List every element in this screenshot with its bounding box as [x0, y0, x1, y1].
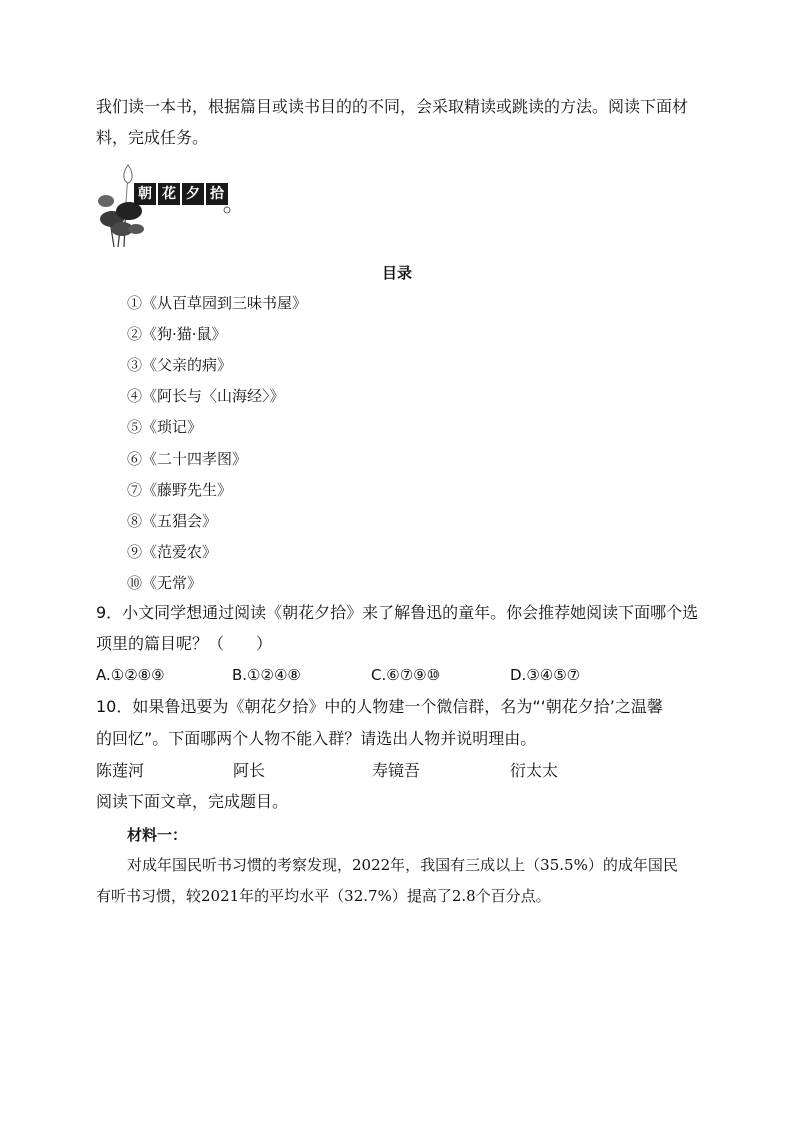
toc-item: ②《狗·猫·鼠》 — [127, 325, 227, 343]
toc-item: ⑥《二十四孝图》 — [127, 450, 248, 468]
character-name: 衍太太 — [510, 761, 559, 780]
character-name: 寿镜吾 — [372, 761, 421, 780]
option-c[interactable]: C.⑥⑦⑨⑩ — [371, 666, 441, 684]
toc-item: ④《阿长与〈山海经〉》 — [127, 387, 285, 405]
question-9-line-2: 项里的篇目呢？（ ） — [96, 634, 273, 653]
logo-title-char: 拾 — [210, 186, 224, 202]
toc-item: ⑦《藤野先生》 — [127, 481, 233, 499]
question-10-line-1: 10．如果鲁迅要为《朝花夕拾》中的人物建一个微信群，名为“‘朝花夕拾’之温馨 — [96, 697, 663, 716]
logo-title-char: 花 — [162, 186, 176, 202]
question-10-line-2: 的回忆”。下面哪两个人物不能入群？请选出人物并说明理由。 — [96, 729, 537, 748]
reading-instruction: 阅读下面文章，完成题目。 — [96, 792, 289, 811]
book-logo-title — [134, 183, 230, 205]
toc-item: ⑩《无常》 — [127, 574, 203, 592]
lotus-illustration-icon — [96, 163, 236, 247]
option-b[interactable]: B.①②④⑧ — [232, 666, 301, 684]
option-a[interactable]: A.①②⑧⑨ — [96, 666, 165, 684]
toc-item: ①《从百草园到三味书屋》 — [127, 294, 308, 312]
toc-item: ⑧《五猖会》 — [127, 512, 218, 530]
option-d[interactable]: D.③④⑤⑦ — [510, 666, 581, 684]
question-9-line-1: 9．小文同学想通过阅读《朝花夕拾》来了解鲁迅的童年。你会推荐她阅读下面哪个选 — [96, 603, 699, 622]
logo-title-char: 夕 — [186, 186, 200, 202]
intro-paragraph-line-2: 料，完成任务。 — [96, 128, 209, 147]
book-logo — [96, 163, 236, 247]
material-one-line-1: 对成年国民听书习惯的考察发现，2022年，我国有三成以上（35.5%）的成年国民 — [127, 856, 678, 874]
character-name: 阿长 — [233, 761, 266, 780]
toc-item: ⑨《范爱农》 — [127, 543, 218, 561]
toc-item: ⑤《琐记》 — [127, 418, 203, 436]
toc-item: ③《父亲的病》 — [127, 356, 233, 374]
material-one-title: 材料一： — [127, 826, 188, 844]
intro-paragraph-line-1: 我们读一本书，根据篇目或读书目的的不同，会采取精读或跳读的方法。阅读下面材 — [96, 97, 689, 116]
material-one-line-2: 有听书习惯，较2021年的平均水平（32.7%）提高了2.8个百分点。 — [96, 887, 551, 905]
character-name: 陈莲河 — [96, 761, 145, 780]
logo-title-char: 朝 — [138, 186, 152, 202]
toc-title: 目录 — [381, 264, 412, 282]
